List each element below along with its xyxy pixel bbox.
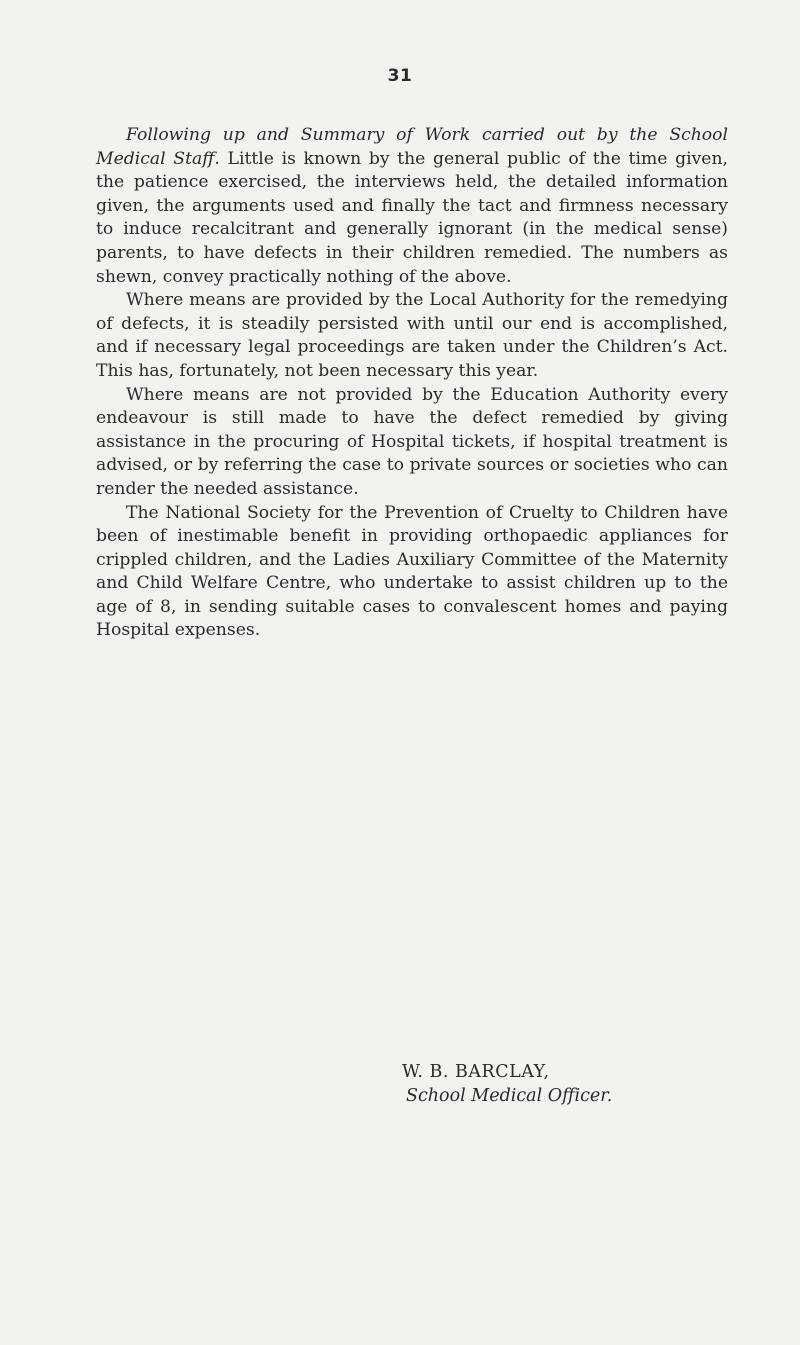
paragraph-local-authority: Where means are provided by the Local Authority for the remedying of defects, it is steadily persisted with until our end is accomplished, and if necessary legal proceedings are taken under the Children’s Act. This has, fortunately, not been necessary this year. <box>96 290 728 381</box>
paragraph-national-society: The National Society for the Prevention of Cruelty to Children have been of inestimable benefit in providing orthopaedic appliances for crippled children, and the Ladies Auxiliary Committee of the Maternity and Child Welfare Centre, who undertake to assist children up to the age of 8, in sending suitable cases to convalescent homes and paying Hospital expenses. <box>96 502 728 641</box>
section-heading: Following up and Summary of Work carried out by the School Medical Staff. <box>96 125 728 169</box>
paragraph-education-authority: Where means are not provided by the Education Authority every endeavour is still made to have the defect remedied by giving assistance in the procuring of Hospital tickets, if hospital treatment is advised, or by referring the case to private sources or societies who can render the needed assistance. <box>96 384 728 499</box>
signature-name: W. B. BARCLAY, <box>402 1062 550 1082</box>
intro-text: Little is known by the general public of the time given, the patience exercised, the interviews held, the detailed information given, the arguments used and finally the tact and firmness necessary to induce recalcitrant and generally ignorant (in the medical sense) parents, to have defects in their children remedied. The numbers as shewn, convey practically nothing of the above. <box>96 148 728 287</box>
intro-paragraph <box>96 124 728 289</box>
body-text <box>96 124 728 643</box>
signature-block <box>402 1061 612 1108</box>
page-number: 31 <box>387 66 413 86</box>
signature-title: School Medical Officer. <box>406 1085 613 1106</box>
